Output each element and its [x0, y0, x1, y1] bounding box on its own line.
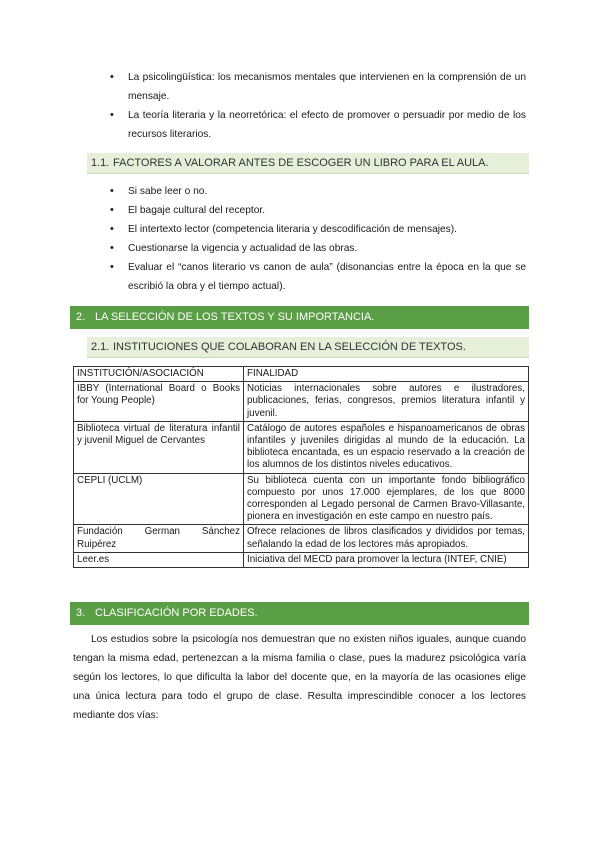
table-header-cell: FINALIDAD: [244, 367, 529, 382]
section-title: FACTORES A VALORAR ANTES DE ESCOGER UN LIBRO PARA EL AULA.: [113, 157, 489, 169]
table-row: [74, 473, 529, 525]
body-paragraph: Los estudios sobre la psicología nos demuestran que no existen niños iguales, aunque cuando tengan la misma edad, pertenezcan a la misma familia o clase, pues la madurez psicológica varía según los lectores, lo que dificulta la labor del docente que, en la mayoría de las ocasiones elige una única lectura para todo el grupo de clase. Resulta imprescindible conocer a los lectores mediante dos vías:: [73, 634, 526, 721]
factors-bullet-list: [128, 182, 526, 296]
table-cell: CEPLI (UCLM): [74, 473, 244, 525]
list-item: • El bagaje cultural del receptor.: [128, 201, 526, 220]
section-title: INSTITUCIONES QUE COLABORAN EN LA SELECCIÓN DE TEXTOS.: [113, 341, 466, 353]
table-cell: IBBY (International Board o Books for Young People): [74, 382, 244, 422]
section-number: 1.1.: [91, 157, 110, 169]
table-cell: Ofrece relaciones de libros clasificados y divididos por temas, señalando la edad de los lectores más apropiados.: [244, 525, 529, 552]
intro-bullet-list: [128, 68, 526, 144]
table-cell: Biblioteca virtual de literatura infantil y juvenil Miguel de Cervantes: [74, 421, 244, 473]
section-heading-3: [70, 602, 529, 625]
section-number: 2.1.: [91, 341, 110, 353]
table-cell: Fundación German Sánchez Ruipérez: [74, 525, 244, 552]
table-row: [74, 552, 529, 567]
section-heading-1-1: [87, 153, 529, 174]
section-heading-2-1: [87, 337, 529, 358]
table-cell: Iniciativa del MECD para promover la lectura (INTEF, CNIE): [244, 552, 529, 567]
table-cell: Leer.es: [74, 552, 244, 567]
table-row: [74, 525, 529, 552]
table-cell: Su biblioteca cuenta con un importante fondo bibliográfico compuesto por unos 17.000 ejemplares, de los que 8000 corresponden al Legado personal de Carmen Bravo-Villasante, pionera en investigación en este campo en nuestro país.: [244, 473, 529, 525]
table-row: [74, 421, 529, 473]
table-cell: Catálogo de autores españoles e hispanoamericanos de obras infantiles y juveniles dirigidas al mundo de la educación. La biblioteca encantada, es un espacio reservado a la creación de los alumnos de los distintos niveles educativos.: [244, 421, 529, 473]
table-header-row: [74, 367, 529, 382]
table-header-cell: INSTITUCIÓN/ASOCIACIÓN: [74, 367, 244, 382]
list-item: • Si sabe leer o no.: [128, 182, 526, 201]
section-number: 3.: [76, 607, 86, 619]
table-row: [74, 382, 529, 422]
section-title: LA SELECCIÓN DE LOS TEXTOS Y SU IMPORTANCIA.: [95, 311, 375, 323]
section-heading-2: [70, 306, 529, 329]
list-item: • Cuestionarse la vigencia y actualidad de las obras.: [128, 239, 526, 258]
list-item: • La psicolingüística: los mecanismos mentales que intervienen en la comprensión de un mensaje.: [128, 68, 526, 106]
section-number: 2.: [76, 311, 86, 323]
section-title: CLASIFICACIÓN POR EDADES.: [95, 607, 258, 619]
list-item: • Evaluar el “canos literario vs canon de aula” (disonancias entre la época en la que se escribió la obra y el tiempo actual).: [128, 258, 526, 296]
institutions-table: [73, 366, 529, 568]
list-item: • El intertexto lector (competencia literaria y descodificación de mensajes).: [128, 220, 526, 239]
list-item: • La teoría literaria y la neorretórica: el efecto de promover o persuadir por medio de los recursos literarios.: [128, 106, 526, 144]
table-cell: Noticias internacionales sobre autores e ilustradores, publicaciones, ferias, congresos, premios literatura infantil y juvenil.: [244, 382, 529, 422]
